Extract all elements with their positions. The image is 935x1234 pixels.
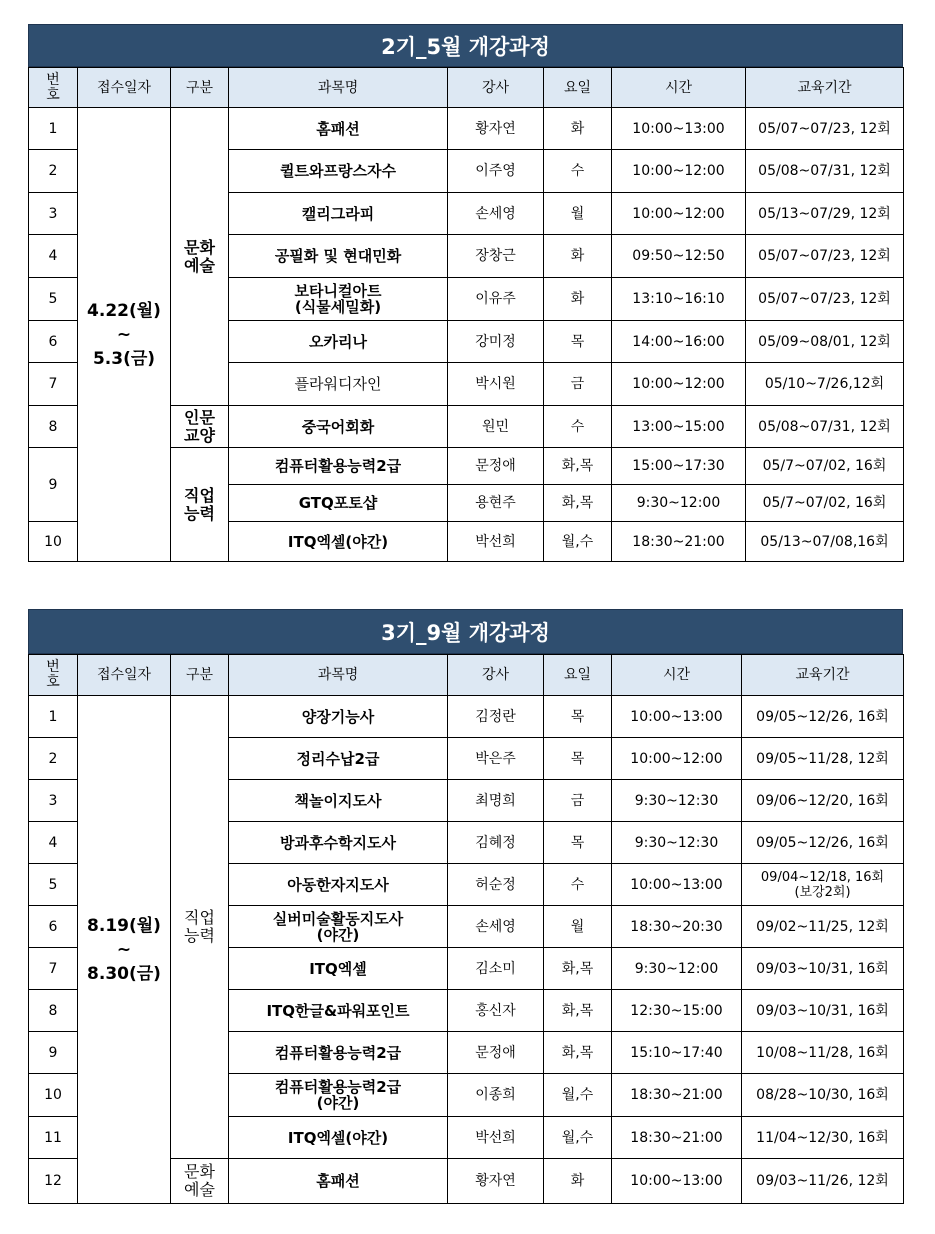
row-no: 10 — [29, 1074, 78, 1117]
day: 화,목 — [544, 948, 612, 990]
row-no: 9 — [29, 448, 78, 522]
day: 월 — [544, 193, 612, 235]
instructor: 문정애 — [448, 448, 544, 485]
time: 10:00~13:00 — [612, 108, 746, 150]
instructor: 손세영 — [448, 906, 544, 948]
header-time: 시간 — [612, 655, 742, 696]
time: 14:00~16:00 — [612, 321, 746, 363]
course-name: ITQ엑셀(야간) — [229, 1117, 448, 1159]
time: 18:30~21:00 — [612, 522, 746, 562]
term2-cat-humanities: 인문 교양 — [171, 406, 229, 448]
period: 09/03~10/31, 16회 — [742, 948, 904, 990]
period: 05/08~07/31, 12회 — [746, 150, 904, 193]
course-name: 컴퓨터활용능력2급 — [229, 1032, 448, 1074]
row-no: 8 — [29, 990, 78, 1032]
period: 05/13~07/29, 12회 — [746, 193, 904, 235]
time: 15:10~17:40 — [612, 1032, 742, 1074]
day: 목 — [544, 822, 612, 864]
day: 월,수 — [544, 522, 612, 562]
day: 화 — [544, 1159, 612, 1204]
row-no: 12 — [29, 1159, 78, 1204]
course-name: 플라워디자인 — [229, 363, 448, 406]
header-date: 접수일자 — [78, 68, 171, 108]
day: 월,수 — [544, 1074, 612, 1117]
course-name: 중국어회화 — [229, 406, 448, 448]
term2-cat-culture: 문화 예술 — [171, 108, 229, 406]
row-no: 2 — [29, 738, 78, 780]
term3-reg-date: 8.19(월) ~ 8.30(금) — [78, 696, 171, 1204]
time: 18:30~21:00 — [612, 1074, 742, 1117]
instructor: 용현주 — [448, 485, 544, 522]
table-row — [29, 108, 904, 150]
time: 9:30~12:30 — [612, 822, 742, 864]
period: 05/13~07/08,16회 — [746, 522, 904, 562]
period: 10/08~11/28, 16회 — [742, 1032, 904, 1074]
period: 08/28~10/30, 16회 — [742, 1074, 904, 1117]
course-name: 컴퓨터활용능력2급 (야간) — [229, 1074, 448, 1117]
period: 05/7~07/02, 16회 — [746, 485, 904, 522]
instructor: 김혜정 — [448, 822, 544, 864]
term3-table — [28, 654, 904, 1204]
period: 09/03~11/26, 12회 — [742, 1159, 904, 1204]
time: 10:00~12:00 — [612, 363, 746, 406]
term2-title: 2기_5월 개강과정 — [28, 24, 903, 67]
row-no: 4 — [29, 822, 78, 864]
period: 05/10~7/26,12회 — [746, 363, 904, 406]
term3-section — [28, 609, 903, 1204]
day: 수 — [544, 864, 612, 906]
day: 화 — [544, 278, 612, 321]
course-name: 양장기능사 — [229, 696, 448, 738]
instructor: 박선희 — [448, 522, 544, 562]
day: 금 — [544, 363, 612, 406]
row-no: 7 — [29, 948, 78, 990]
period: 09/03~10/31, 16회 — [742, 990, 904, 1032]
day: 목 — [544, 738, 612, 780]
row-no: 1 — [29, 696, 78, 738]
course-name: 보타니컬아트 (식물세밀화) — [229, 278, 448, 321]
header-day: 요일 — [544, 655, 612, 696]
time: 10:00~13:00 — [612, 1159, 742, 1204]
course-name: 방과후수학지도사 — [229, 822, 448, 864]
instructor: 최명희 — [448, 780, 544, 822]
course-name: GTQ포토샵 — [229, 485, 448, 522]
header-no: 번호 — [29, 68, 78, 108]
instructor: 이종희 — [448, 1074, 544, 1117]
time: 9:30~12:00 — [612, 485, 746, 522]
time: 10:00~13:00 — [612, 696, 742, 738]
row-no: 5 — [29, 278, 78, 321]
instructor: 이유주 — [448, 278, 544, 321]
time: 15:00~17:30 — [612, 448, 746, 485]
instructor: 허순정 — [448, 864, 544, 906]
instructor: 황자연 — [448, 1159, 544, 1204]
header-instructor: 강사 — [448, 655, 544, 696]
row-no: 3 — [29, 780, 78, 822]
row-no: 6 — [29, 321, 78, 363]
instructor: 황자연 — [448, 108, 544, 150]
instructor: 홍신자 — [448, 990, 544, 1032]
time: 13:00~15:00 — [612, 406, 746, 448]
row-no: 5 — [29, 864, 78, 906]
period: 05/09~08/01, 12회 — [746, 321, 904, 363]
header-course: 과목명 — [229, 655, 448, 696]
course-name: 홈패션 — [229, 108, 448, 150]
day: 금 — [544, 780, 612, 822]
period: 09/04~12/18, 16회 (보강2회) — [742, 864, 904, 906]
period: 05/07~07/23, 12회 — [746, 278, 904, 321]
period: 09/05~12/26, 16회 — [742, 696, 904, 738]
row-no: 4 — [29, 235, 78, 278]
day: 화,목 — [544, 990, 612, 1032]
day: 화,목 — [544, 485, 612, 522]
time: 10:00~12:00 — [612, 193, 746, 235]
header-period: 교육기간 — [746, 68, 904, 108]
header-cat: 구분 — [171, 655, 229, 696]
course-name: 공필화 및 현대민화 — [229, 235, 448, 278]
term2-header-row — [29, 68, 904, 108]
day: 화 — [544, 235, 612, 278]
course-name: 아동한자지도사 — [229, 864, 448, 906]
instructor: 장창근 — [448, 235, 544, 278]
day: 월,수 — [544, 1117, 612, 1159]
course-name: ITQ한글&파워포인트 — [229, 990, 448, 1032]
header-instructor: 강사 — [448, 68, 544, 108]
row-no: 10 — [29, 522, 78, 562]
header-cat: 구분 — [171, 68, 229, 108]
row-no: 2 — [29, 150, 78, 193]
course-name: 실버미술활동지도사 (야간) — [229, 906, 448, 948]
day: 목 — [544, 321, 612, 363]
term3-cat-culture: 문화 예술 — [171, 1159, 229, 1204]
time: 9:30~12:00 — [612, 948, 742, 990]
day: 목 — [544, 696, 612, 738]
period: 05/07~07/23, 12회 — [746, 235, 904, 278]
row-no: 6 — [29, 906, 78, 948]
period: 09/05~12/26, 16회 — [742, 822, 904, 864]
course-name: 퀼트와프랑스자수 — [229, 150, 448, 193]
course-name: ITQ엑셀(야간) — [229, 522, 448, 562]
time: 18:30~20:30 — [612, 906, 742, 948]
term3-cat-job: 직업 능력 — [171, 696, 229, 1159]
period: 05/07~07/23, 12회 — [746, 108, 904, 150]
period: 11/04~12/30, 16회 — [742, 1117, 904, 1159]
day: 화,목 — [544, 1032, 612, 1074]
time: 12:30~15:00 — [612, 990, 742, 1032]
term3-title: 3기_9월 개강과정 — [28, 609, 903, 654]
time: 10:00~12:00 — [612, 738, 742, 780]
term2-reg-date: 4.22(월) ~ 5.3(금) — [78, 108, 171, 562]
course-name: 정리수납2급 — [229, 738, 448, 780]
term2-cat-job: 직업 능력 — [171, 448, 229, 562]
term2-section — [28, 24, 903, 562]
instructor: 강미정 — [448, 321, 544, 363]
row-no: 3 — [29, 193, 78, 235]
header-day: 요일 — [544, 68, 612, 108]
time: 18:30~21:00 — [612, 1117, 742, 1159]
time: 9:30~12:30 — [612, 780, 742, 822]
day: 수 — [544, 150, 612, 193]
time: 13:10~16:10 — [612, 278, 746, 321]
row-no: 1 — [29, 108, 78, 150]
time: 09:50~12:50 — [612, 235, 746, 278]
time: 10:00~13:00 — [612, 864, 742, 906]
course-name: ITQ엑셀 — [229, 948, 448, 990]
period: 09/02~11/25, 12회 — [742, 906, 904, 948]
instructor: 박선희 — [448, 1117, 544, 1159]
header-time: 시간 — [612, 68, 746, 108]
instructor: 손세영 — [448, 193, 544, 235]
row-no: 8 — [29, 406, 78, 448]
term2-table — [28, 67, 904, 562]
instructor: 이주영 — [448, 150, 544, 193]
row-no: 11 — [29, 1117, 78, 1159]
period: 09/06~12/20, 16회 — [742, 780, 904, 822]
instructor: 김정란 — [448, 696, 544, 738]
instructor: 박시원 — [448, 363, 544, 406]
course-name: 책놀이지도사 — [229, 780, 448, 822]
header-date: 접수일자 — [78, 655, 171, 696]
course-name: 캘리그라피 — [229, 193, 448, 235]
course-name: 오카리나 — [229, 321, 448, 363]
day: 월 — [544, 906, 612, 948]
course-name: 홈패션 — [229, 1159, 448, 1204]
row-no: 7 — [29, 363, 78, 406]
header-course: 과목명 — [229, 68, 448, 108]
period: 05/7~07/02, 16회 — [746, 448, 904, 485]
day: 화 — [544, 108, 612, 150]
period: 05/08~07/31, 12회 — [746, 406, 904, 448]
course-name: 컴퓨터활용능력2급 — [229, 448, 448, 485]
day: 화,목 — [544, 448, 612, 485]
table-row — [29, 696, 904, 738]
header-no: 번호 — [29, 655, 78, 696]
row-no: 9 — [29, 1032, 78, 1074]
instructor: 문정애 — [448, 1032, 544, 1074]
header-period: 교육기간 — [742, 655, 904, 696]
instructor: 김소미 — [448, 948, 544, 990]
day: 수 — [544, 406, 612, 448]
time: 10:00~12:00 — [612, 150, 746, 193]
instructor: 박은주 — [448, 738, 544, 780]
period: 09/05~11/28, 12회 — [742, 738, 904, 780]
instructor: 원민 — [448, 406, 544, 448]
term3-header-row — [29, 655, 904, 696]
